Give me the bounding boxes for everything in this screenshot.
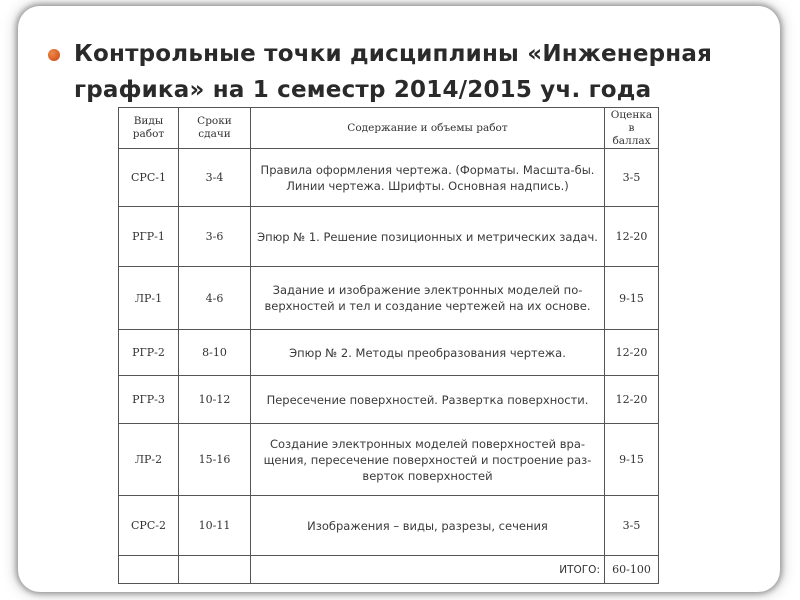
cell-score: 12-20 <box>605 330 659 376</box>
header-term: Сроки сдачи <box>179 108 251 149</box>
cell-kind: РГР-3 <box>119 376 179 424</box>
cell-score: 3-5 <box>605 149 659 207</box>
table-row <box>119 149 659 207</box>
cell-content: Изображения – виды, разрезы, сечения <box>251 496 605 556</box>
total-blank-cell <box>119 556 179 584</box>
cell-score: 9-15 <box>605 267 659 330</box>
table-row <box>119 267 659 330</box>
cell-content: Создание электронных моделей поверхностей вра-щения, пересечение поверхностей и построение раз-верток поверхностей <box>251 424 605 496</box>
cell-term: 4-6 <box>179 267 251 330</box>
cell-kind: СРС-2 <box>119 496 179 556</box>
cell-term: 15-16 <box>179 424 251 496</box>
title-line-1: Контрольные точки дисциплины «Инженерная <box>74 41 713 67</box>
table-row <box>119 376 659 424</box>
cell-score: 9-15 <box>605 424 659 496</box>
header-content: Содержание и объемы работ <box>251 108 605 149</box>
cell-content: Эпюр № 1. Решение позиционных и метрических задач. <box>251 207 605 267</box>
cell-content: Эпюр № 2. Методы преобразования чертежа. <box>251 330 605 376</box>
cell-content: Задание и изображение электронных моделей по-верхностей и тел и создание чертежей на их основе. <box>251 267 605 330</box>
title-line-2: графика» на 1 семестр 2014/2015 уч. года <box>74 77 652 103</box>
cell-score: 12-20 <box>605 207 659 267</box>
cell-score: 3-5 <box>605 496 659 556</box>
table-total-row <box>119 556 659 584</box>
total-value: 60-100 <box>605 556 659 584</box>
cell-kind: РГР-2 <box>119 330 179 376</box>
cell-content: Пересечение поверхностей. Развертка поверхности. <box>251 376 605 424</box>
cell-content: Правила оформления чертежа. (Форматы. Масшта-бы. Линии чертежа. Шрифты. Основная надпись.) <box>251 149 605 207</box>
cell-kind: СРС-1 <box>119 149 179 207</box>
cell-term: 10-11 <box>179 496 251 556</box>
title-row <box>48 36 748 108</box>
cell-term: 3-4 <box>179 149 251 207</box>
cell-score: 12-20 <box>605 376 659 424</box>
table-row <box>119 207 659 267</box>
table-row <box>119 330 659 376</box>
table-row <box>119 424 659 496</box>
table-row <box>119 496 659 556</box>
total-blank-cell <box>179 556 251 584</box>
slide-title <box>74 36 712 108</box>
cell-kind: ЛР-1 <box>119 267 179 330</box>
cell-kind: РГР-1 <box>119 207 179 267</box>
cell-term: 8-10 <box>179 330 251 376</box>
header-kind: Виды работ <box>119 108 179 149</box>
cell-term: 10-12 <box>179 376 251 424</box>
total-label: ИТОГО: <box>251 556 605 584</box>
bullet-icon <box>48 49 60 61</box>
checkpoints-table <box>118 107 659 584</box>
cell-term: 3-6 <box>179 207 251 267</box>
cell-kind: ЛР-2 <box>119 424 179 496</box>
header-score: Оценка в баллах <box>605 108 659 149</box>
table-header-row <box>119 108 659 149</box>
slide <box>18 6 780 592</box>
